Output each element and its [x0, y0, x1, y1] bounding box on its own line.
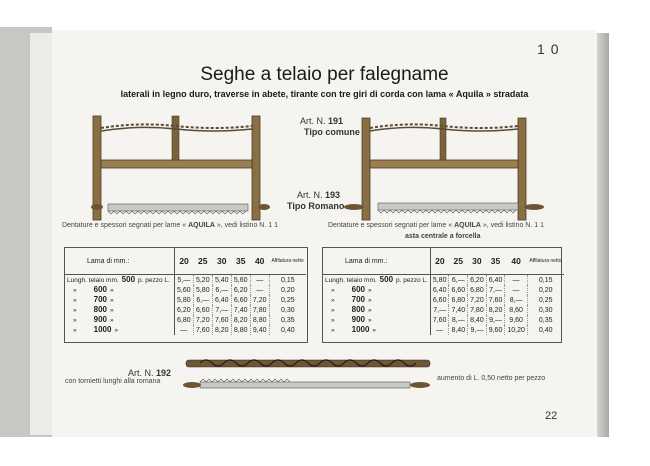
art-191-name: Tipo comune — [304, 127, 360, 137]
price-cell: 8,20 — [486, 305, 505, 315]
row-label: » 800 » — [323, 305, 430, 315]
affilatura-cell: 0,35 — [281, 316, 295, 324]
length-value: 700 — [351, 295, 365, 304]
price-cell: 9,60 — [505, 315, 528, 325]
page-title: Seghe a telaio per falegname — [200, 64, 449, 85]
row-label: » 600 » — [323, 285, 430, 295]
price-cell: 5,— — [174, 275, 193, 286]
affilatura-cell: 0,30 — [538, 306, 553, 314]
price-cell: 8,40 — [449, 325, 468, 335]
width-30: 30 — [212, 248, 231, 275]
price-cell: 10,20 — [505, 325, 528, 335]
width-20: 20 — [174, 248, 193, 275]
width-35: 35 — [231, 248, 250, 275]
table-row — [323, 315, 564, 325]
row-label: » 1000 » — [65, 325, 174, 335]
price-cell: 7,40 — [231, 305, 250, 315]
price-cell: 8,— — [449, 315, 468, 325]
width-30: 30 — [468, 248, 487, 275]
price-cell: 7,40 — [449, 305, 468, 315]
price-cell: 9,— — [468, 325, 487, 335]
art-192-desc: con tornietti lunghi alla romana — [65, 378, 161, 385]
price-table-left — [65, 248, 306, 335]
table-row — [323, 325, 564, 335]
price-cell: — — [250, 285, 269, 295]
affilatura-cell: 0,20 — [281, 286, 295, 294]
row-label: » 900 » — [65, 315, 174, 325]
affilatura-cell: 0,40 — [281, 326, 295, 334]
row-label: » 800 » — [65, 305, 174, 315]
price-cell: 8,40 — [468, 315, 487, 325]
price-cell: — — [505, 275, 528, 286]
affilatura-cell: 0,30 — [281, 306, 295, 314]
price-cell: 7,20 — [193, 315, 212, 325]
width-40: 40 — [250, 248, 269, 275]
price-cell: — — [250, 275, 269, 286]
price-cell: 7,— — [430, 305, 449, 315]
price-cell: 6,40 — [430, 285, 449, 295]
table-row — [323, 275, 564, 286]
right-note: Dentature e spessori segnati per lame « AQUILA », vedi listino N. 1 1 — [328, 222, 544, 229]
row-label: » 700 » — [323, 295, 430, 305]
price-cell: 8,20 — [231, 315, 250, 325]
header-label: Lama di mm.: — [323, 248, 430, 275]
art-192-label: Art. N. 192 — [128, 368, 172, 378]
price-cell: 6,80 — [174, 315, 193, 325]
table-row — [65, 325, 306, 335]
price-cell: — — [174, 325, 193, 335]
affilatura-cell: 0,15 — [281, 276, 295, 284]
row-label: » 600 » — [65, 285, 174, 295]
price-cell: 8,— — [505, 295, 528, 305]
page-number-bottom: 22 — [545, 410, 558, 422]
length-value: 800 — [93, 305, 107, 314]
affilatura-header: Affilatura netto — [269, 248, 306, 275]
price-cell: 7,80 — [468, 305, 487, 315]
affilatura-header: Affilatura netto — [527, 248, 563, 275]
affilatura-cell: 0,15 — [538, 276, 553, 284]
length-value: 500 — [121, 275, 136, 284]
price-cell: 6,60 — [193, 305, 212, 315]
price-cell: 5,60 — [174, 285, 193, 295]
width-25: 25 — [193, 248, 212, 275]
table-row — [323, 295, 564, 305]
price-cell: 7,60 — [193, 325, 212, 335]
price-cell: 7,20 — [468, 295, 487, 305]
affilatura-cell: 0,25 — [281, 296, 295, 304]
price-cell: 6,80 — [449, 295, 468, 305]
price-cell: 6,20 — [468, 275, 487, 286]
length-value: 800 — [351, 305, 365, 314]
page-subtitle: laterali in legno duro, traverse in abete, tirante con tre giri di corda con lama « Aquila » stradata — [120, 89, 529, 99]
art-193-name: Tipo Romano — [287, 201, 345, 211]
length-value: 1000 — [93, 325, 112, 334]
price-cell: 6,— — [212, 285, 231, 295]
row-label: Lungh. telaio mm. 500 p. pezzo L. — [323, 275, 430, 286]
frame-saw-193-illustration — [342, 112, 547, 222]
price-cell: 5,80 — [430, 275, 449, 286]
price-cell: 6,60 — [231, 295, 250, 305]
price-cell: 7,80 — [250, 305, 269, 315]
length-value: 900 — [351, 315, 365, 324]
width-20: 20 — [430, 248, 449, 275]
row-label: » 700 » — [65, 295, 174, 305]
left-note: Dentature e spessori segnati per lame « AQUILA », vedi listino N. 1 1 — [62, 222, 278, 229]
table-row — [65, 275, 306, 286]
price-cell: 8,80 — [250, 315, 269, 325]
header-label: Lama di mm.: — [65, 248, 174, 275]
price-cell: 6,— — [449, 275, 468, 286]
length-value: 500 — [379, 275, 394, 284]
right-note-sub: asta centrale a forcella — [405, 233, 481, 240]
affilatura-cell: 0,35 — [538, 316, 553, 324]
price-cell: 7,60 — [212, 315, 231, 325]
price-cell: 5,80 — [174, 295, 193, 305]
affilatura-cell: 0,20 — [538, 286, 553, 294]
price-cell: 9,60 — [486, 325, 505, 335]
price-cell: 8,60 — [505, 305, 528, 315]
price-cell: 6,20 — [231, 285, 250, 295]
length-value: 1000 — [351, 325, 370, 334]
price-cell: 5,20 — [193, 275, 212, 286]
table-header — [65, 248, 306, 275]
price-cell: 7,60 — [486, 295, 505, 305]
table-row — [65, 285, 306, 295]
width-35: 35 — [486, 248, 505, 275]
bottom-note: aumento di L. 0,50 netto per pezzo — [437, 375, 546, 382]
price-cell: 6,40 — [486, 275, 505, 286]
price-cell: 9,40 — [250, 325, 269, 335]
table-row — [65, 315, 306, 325]
width-40: 40 — [505, 248, 528, 275]
table-row — [323, 285, 564, 295]
frame-saw-192-illustration — [180, 352, 435, 394]
price-cell: 7,— — [212, 305, 231, 315]
row-label: Lungh. telaio mm. 500 p. pezzo L. — [65, 275, 174, 286]
table-row — [65, 295, 306, 305]
price-cell: 8,20 — [212, 325, 231, 335]
frame-saw-191-illustration — [88, 112, 273, 222]
width-25: 25 — [449, 248, 468, 275]
price-cell: 6,40 — [212, 295, 231, 305]
price-cell: 5,80 — [193, 285, 212, 295]
length-value: 600 — [93, 285, 107, 294]
price-cell: — — [430, 325, 449, 335]
art-193-label: Art. N. 193 — [297, 190, 341, 200]
price-cell: 5,60 — [231, 275, 250, 286]
left-page-edge — [30, 33, 53, 435]
price-cell: 7,60 — [430, 315, 449, 325]
row-label: » 1000 » — [323, 325, 430, 335]
table-row — [65, 305, 306, 315]
affilatura-cell: 0,40 — [538, 326, 553, 334]
length-value: 900 — [93, 315, 107, 324]
price-cell: 6,20 — [174, 305, 193, 315]
price-cell: 6,80 — [468, 285, 487, 295]
page-stack-edge — [597, 33, 609, 437]
table-header — [323, 248, 564, 275]
affilatura-cell: 0,25 — [538, 296, 553, 304]
price-table-right — [323, 248, 564, 335]
price-cell: 9,— — [486, 315, 505, 325]
price-cell: 5,40 — [212, 275, 231, 286]
price-cell: — — [505, 285, 528, 295]
row-label: » 900 » — [323, 315, 430, 325]
table-row — [323, 305, 564, 315]
price-cell: 6,60 — [430, 295, 449, 305]
price-cell: 6,60 — [449, 285, 468, 295]
art-191-label: Art. N. 191 — [300, 116, 344, 126]
price-cell: 6,— — [193, 295, 212, 305]
page-number-top: 10 — [537, 41, 565, 57]
price-cell: 7,— — [486, 285, 505, 295]
price-cell: 8,80 — [231, 325, 250, 335]
length-value: 700 — [93, 295, 107, 304]
length-value: 600 — [351, 285, 365, 294]
price-cell: 7,20 — [250, 295, 269, 305]
